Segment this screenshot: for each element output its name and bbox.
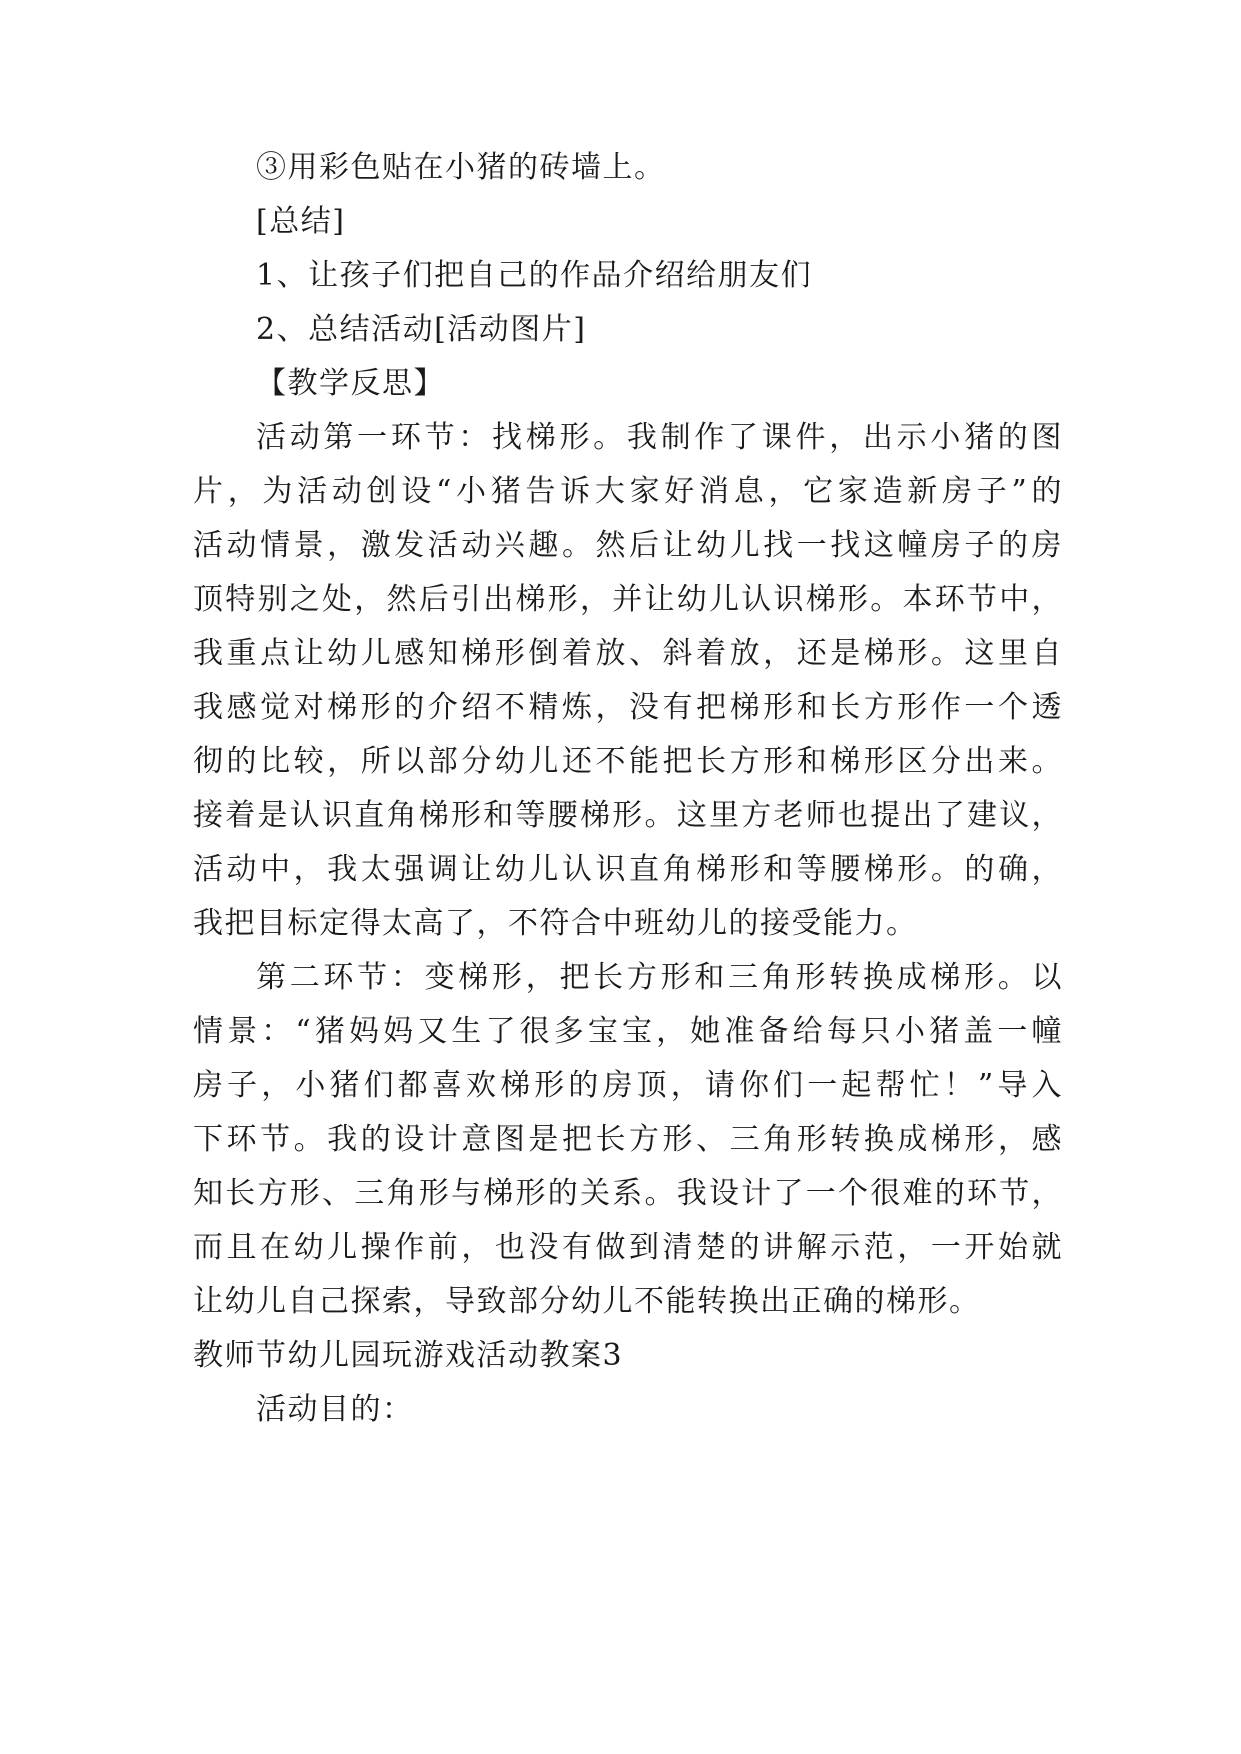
- paragraph-line: 活动中，我太强调让幼儿认识直角梯形和等腰梯形。的确，: [193, 852, 1063, 887]
- text-line: ③用彩色贴在小猪的砖墙上。: [256, 150, 666, 185]
- section-title: 教师节幼儿园玩游戏活动教案3: [193, 1338, 624, 1373]
- paragraph-line: 我重点让幼儿感知梯形倒着放、斜着放，还是梯形。这里自: [193, 636, 1063, 671]
- paragraph-line: 片，为活动创设“小猪告诉大家好消息，它家造新房子”的: [193, 474, 1063, 509]
- paragraph-line: 下环节。我的设计意图是把长方形、三角形转换成梯形，感: [193, 1122, 1063, 1157]
- paragraph-line: 活动情景，激发活动兴趣。然后让幼儿找一找这幢房子的房: [193, 528, 1063, 563]
- paragraph-line: 活动第一环节：找梯形。我制作了课件，出示小猪的图: [256, 420, 1063, 455]
- paragraph-line: 接着是认识直角梯形和等腰梯形。这里方老师也提出了建议，: [193, 798, 1063, 833]
- text-line: 1、让孩子们把自己的作品介绍给朋友们: [256, 258, 813, 293]
- paragraph-line: 让幼儿自己探索，导致部分幼儿不能转换出正确的梯形。: [193, 1284, 981, 1319]
- paragraph-line: 房子，小猪们都喜欢梯形的房顶，请你们一起帮忙！”导入: [193, 1068, 1063, 1103]
- paragraph-line: 第二环节：变梯形，把长方形和三角形转换成梯形。以: [256, 960, 1063, 995]
- paragraph-line: 而且在幼儿操作前，也没有做到清楚的讲解示范，一开始就: [193, 1230, 1063, 1265]
- paragraph-line: 我感觉对梯形的介绍不精炼，没有把梯形和长方形作一个透: [193, 690, 1063, 725]
- text-line: 活动目的：: [256, 1392, 414, 1427]
- paragraph-line: 顶特别之处，然后引出梯形，并让幼儿认识梯形。本环节中，: [193, 582, 1063, 617]
- paragraph-line: 彻的比较，所以部分幼儿还不能把长方形和梯形区分出来。: [193, 744, 1063, 779]
- text-line: 2、总结活动[活动图片]: [256, 312, 587, 347]
- text-line: [总结]: [256, 204, 346, 239]
- paragraph-line: 知长方形、三角形与梯形的关系。我设计了一个很难的环节，: [193, 1176, 1063, 1211]
- section-heading: 【教学反思】: [256, 366, 445, 401]
- paragraph-line: 我把目标定得太高了，不符合中班幼儿的接受能力。: [193, 906, 918, 941]
- paragraph-line: 情景：“猪妈妈又生了很多宝宝，她准备给每只小猪盖一幢: [193, 1014, 1063, 1049]
